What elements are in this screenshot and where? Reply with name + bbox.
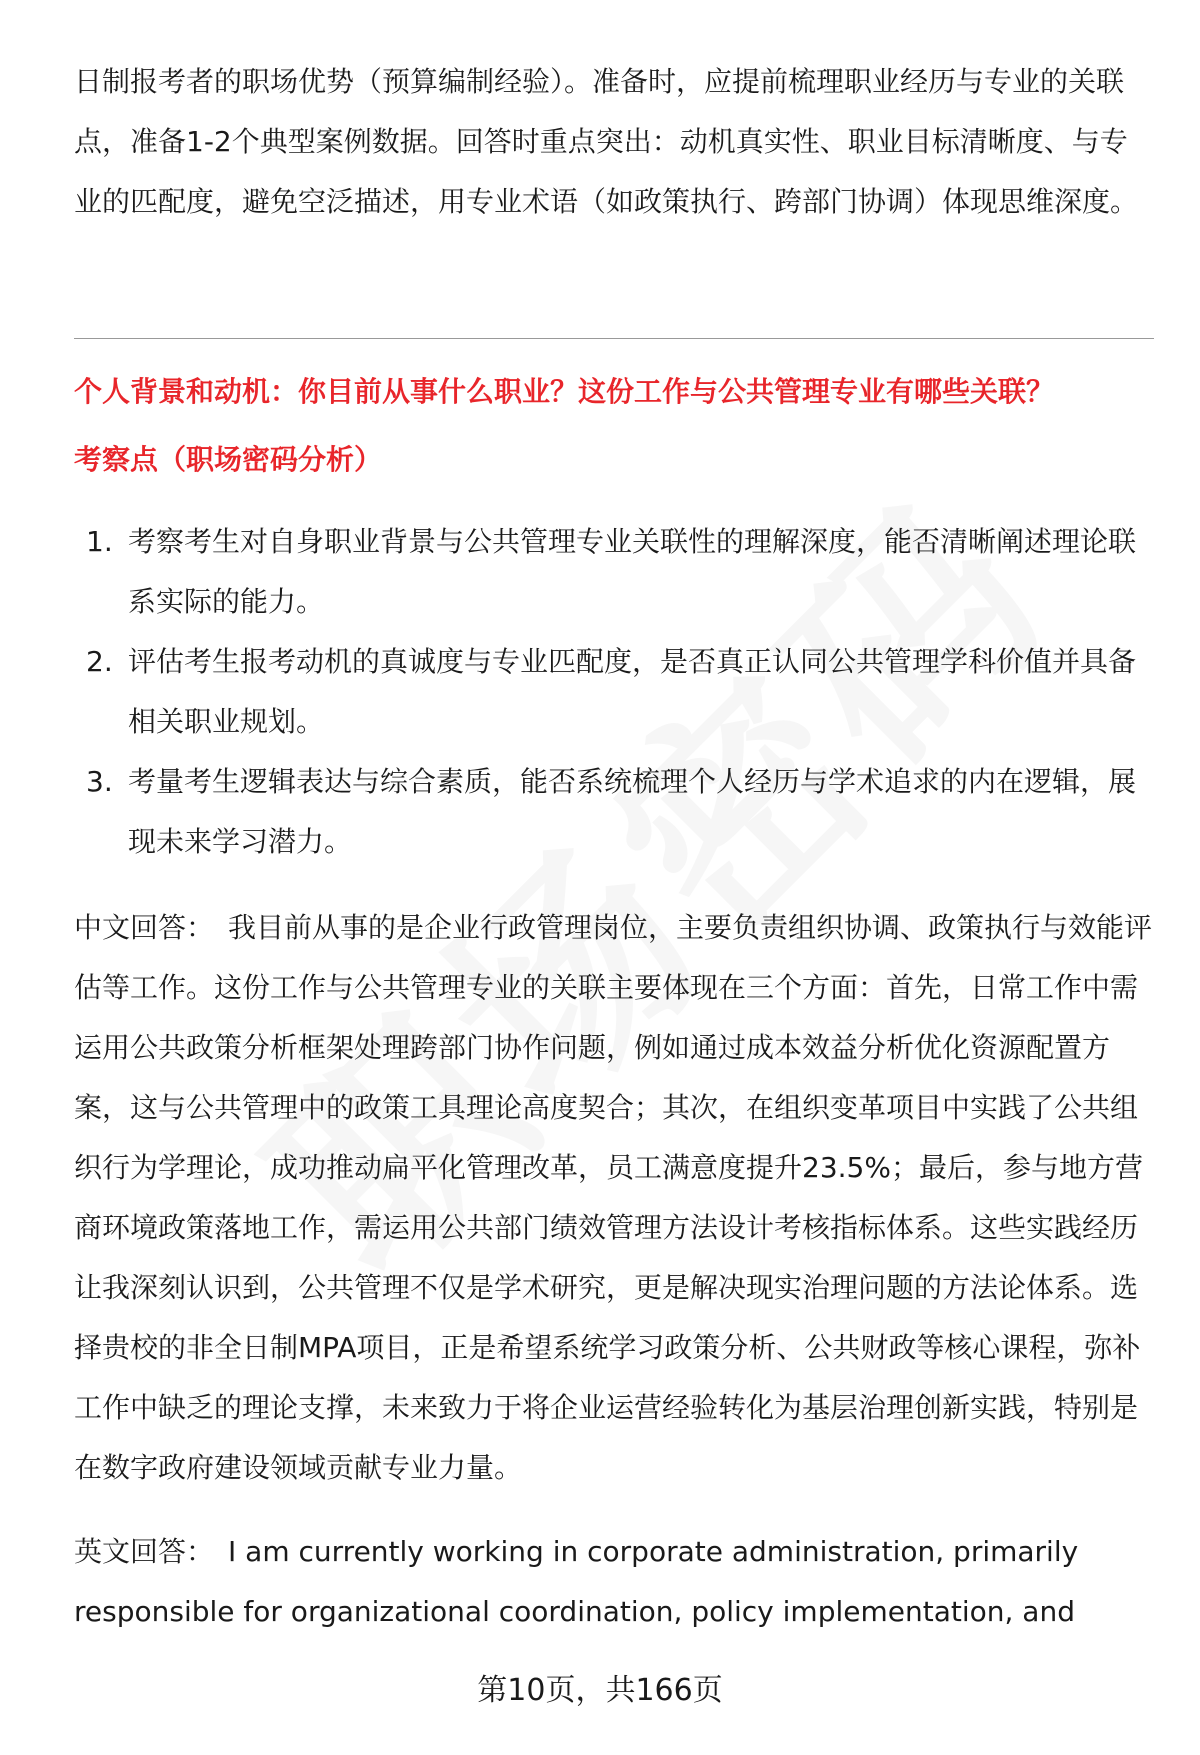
section-divider <box>74 338 1154 339</box>
question-heading: 个人背景和动机：你目前从事什么职业？这份工作与公共管理专业有哪些关联？ <box>74 375 1055 408</box>
english-answer-label: 英文回答： <box>74 1535 215 1568</box>
english-answer-paragraph <box>74 1522 1154 1642</box>
intro-paragraph: 日制报考者的职场优势（预算编制经验）。准备时，应提前梳理职业经历与专业的关联点，准备1-2个典型案例数据。回答时重点突出：动机真实性、职业目标清晰度、与专业的匹配度，避免空泛描述，用专业术语（如政策执行、跨部门协调）体现思维深度。 <box>74 65 1139 218</box>
kaocha-points-list <box>74 512 1154 872</box>
list-item <box>74 632 1154 752</box>
list-item-text: 评估考生报考动机的真诚度与专业匹配度，是否真正认同公共管理学科价值并具备相关职业规划。 <box>128 645 1137 738</box>
list-item-number: 1. <box>86 525 113 558</box>
list-item-text: 考察考生对自身职业背景与公共管理专业关联性的理解深度，能否清晰阐述理论联系实际的能力。 <box>128 525 1137 618</box>
kaocha-heading: 考察点（职场密码分析） <box>74 443 383 476</box>
chinese-answer-label: 中文回答： <box>74 911 215 944</box>
chinese-answer-paragraph <box>74 898 1154 1498</box>
list-item <box>74 512 1154 632</box>
list-item-number: 2. <box>86 645 113 678</box>
list-item-text: 考量考生逻辑表达与综合素质，能否系统梳理个人经历与学术追求的内在逻辑，展现未来学习潜力。 <box>128 765 1137 858</box>
list-item <box>74 752 1154 872</box>
page-number-footer: 第10页，共166页 <box>477 1673 723 1708</box>
english-answer-text: I am currently working in corporate administration, primarily responsible for organizational coordination, policy implementation, and <box>74 1535 1079 1628</box>
chinese-answer-text: 我目前从事的是企业行政管理岗位，主要负责组织协调、政策执行与效能评估等工作。这份工作与公共管理专业的关联主要体现在三个方面：首先，日常工作中需运用公共政策分析框架处理跨部门协作问题，例如通过成本效益分析优化资源配置方案，这与公共管理中的政策工具理论高度契合；其次，在组织变革项目中实践了公共组织行为学理论，成功推动扁平化管理改革，员工满意度提升23.5%；最后，参与地方营商环境政策落地工作，需运用公共部门绩效管理方法设计考核指标体系。这些实践经历让我深刻认识到，公共管理不仅是学术研究，更是解决现实治理问题的方法论体系。选择贵校的非全日制MPA项目，正是希望系统学习政策分析、公共财政等核心课程，弥补工作中缺乏的理论支撑，未来致力于将企业运营经验转化为基层治理创新实践，特别是在数字政府建设领域贡献专业力量。 <box>74 911 1153 1484</box>
list-item-number: 3. <box>86 765 113 798</box>
